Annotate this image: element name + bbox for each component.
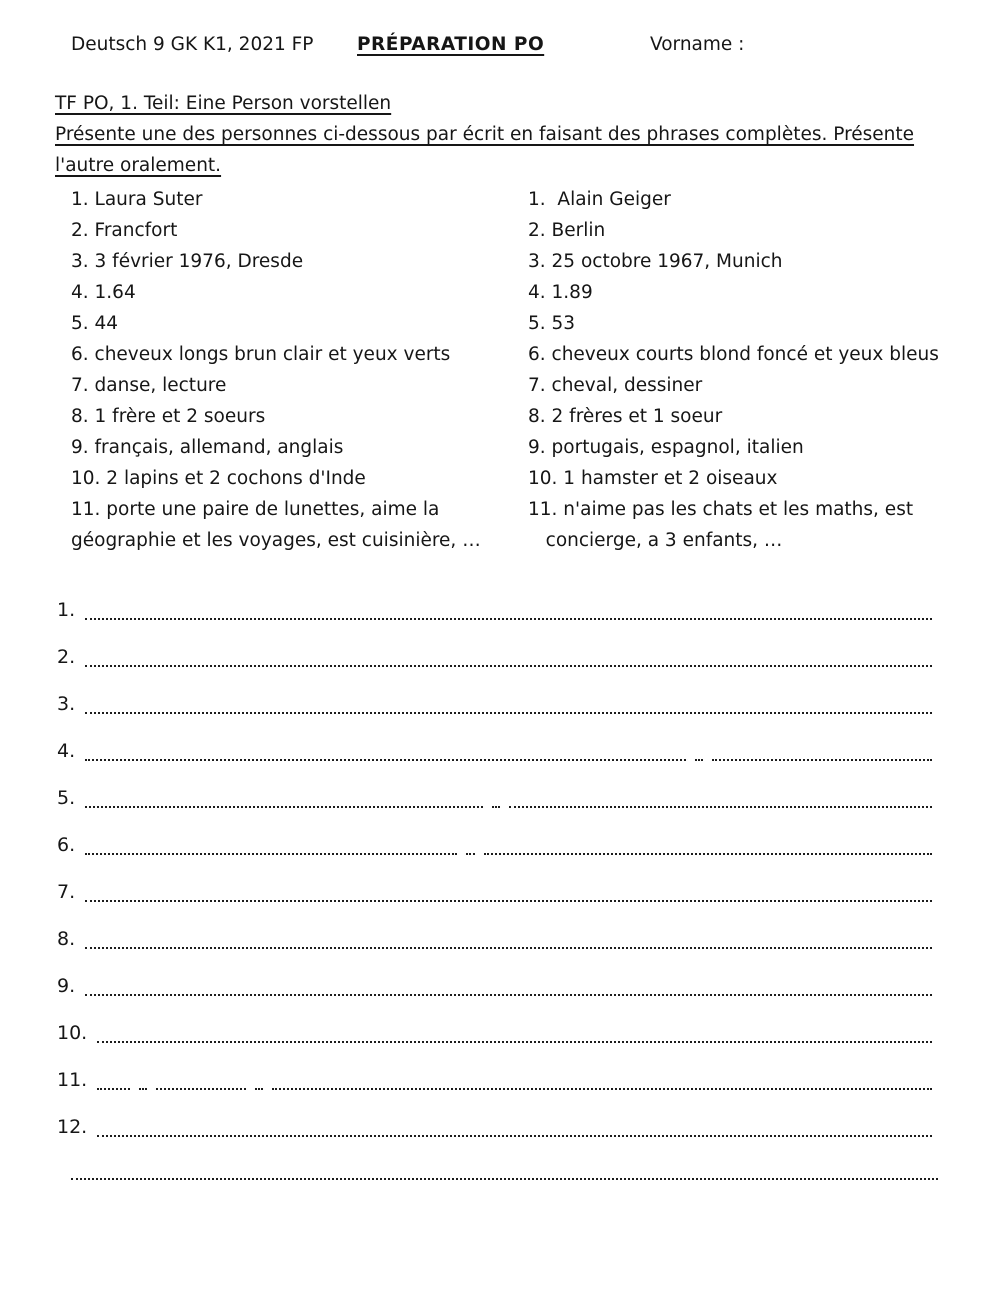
- person-detail-line: 11. porte une paire de lunettes, aime la: [71, 499, 440, 520]
- dotted-segment: [484, 853, 932, 855]
- person-detail-line: 6. cheveux longs brun clair et yeux verts: [71, 344, 451, 365]
- answer-line: [55, 644, 932, 670]
- person-detail-line: 10. 1 hamster et 2 oiseaux: [528, 468, 778, 489]
- dotted-leader: [85, 806, 932, 808]
- person-detail-line: 9. français, allemand, anglais: [71, 437, 344, 458]
- person-detail-line: 2. Francfort: [71, 220, 178, 241]
- dotted-segment: [509, 806, 932, 808]
- person-detail-line: 4. 1.64: [71, 282, 136, 303]
- person-right-list: [528, 184, 948, 556]
- answer-line-number: 7.: [57, 881, 76, 903]
- answer-line: [55, 738, 932, 764]
- person-detail-line: 5. 44: [71, 313, 119, 334]
- dotted-segment: [85, 947, 932, 949]
- dotted-segment: [97, 1041, 932, 1043]
- dotted-leader: [85, 618, 932, 620]
- person-detail-line: 10. 2 lapins et 2 cochons d'Inde: [71, 468, 366, 489]
- answer-lines: [55, 597, 932, 1161]
- answer-line: [55, 691, 932, 717]
- dotted-leader: [85, 665, 932, 667]
- person-left-list: [71, 184, 521, 556]
- answer-line: [55, 1114, 932, 1140]
- person-detail-line: 1. Laura Suter: [71, 189, 203, 210]
- answer-line-number: 10.: [57, 1022, 88, 1044]
- course-label: Deutsch 9 GK K1, 2021 FP: [71, 34, 314, 55]
- person-detail-line: concierge, a 3 enfants, …: [528, 530, 783, 551]
- answer-line: [55, 926, 932, 952]
- dotted-leader: [85, 853, 932, 855]
- dotted-segment: [695, 759, 703, 761]
- dotted-segment: [85, 712, 932, 714]
- dotted-segment: [492, 806, 500, 808]
- person-detail-line: 7. danse, lecture: [71, 375, 227, 396]
- answer-line: [55, 1020, 932, 1046]
- answer-line-number: 2.: [57, 646, 76, 668]
- assignment-instruction-line2: l'autre oralement.: [55, 155, 222, 176]
- assignment-instruction-line1: Présente une des personnes ci-dessous par écrit en faisant des phrases complètes. Présente: [55, 124, 915, 145]
- person-detail-line: 8. 2 frères et 1 soeur: [528, 406, 723, 427]
- document-title: PRÉPARATION PO: [357, 34, 545, 55]
- answer-line-continuation: [71, 1168, 938, 1180]
- person-detail-line: 7. cheval, dessiner: [528, 375, 703, 396]
- person-detail-line: 9. portugais, espagnol, italien: [528, 437, 804, 458]
- answer-line-number: 9.: [57, 975, 76, 997]
- dotted-leader: [97, 1135, 932, 1137]
- answer-line-number: 1.: [57, 599, 76, 621]
- dotted-leader: [97, 1041, 932, 1043]
- person-detail-line: 3. 3 février 1976, Dresde: [71, 251, 304, 272]
- answer-line: [55, 973, 932, 999]
- dotted-leader: [85, 712, 932, 714]
- person-detail-line: 5. 53: [528, 313, 576, 334]
- name-field-label: Vorname :: [650, 34, 745, 55]
- dotted-segment: [272, 1088, 932, 1090]
- person-detail-line: 6. cheveux courts blond foncé et yeux bleus: [528, 344, 939, 365]
- dotted-segment: [466, 853, 474, 855]
- assignment-intro: [55, 88, 935, 181]
- dotted-leader: [85, 994, 932, 996]
- dotted-segment: [85, 618, 932, 620]
- dotted-segment: [85, 994, 932, 996]
- dotted-segment: [85, 853, 457, 855]
- dotted-leader: [85, 947, 932, 949]
- answer-line-number: 11.: [57, 1069, 88, 1091]
- person-detail-line: 1. Alain Geiger: [528, 189, 671, 210]
- answer-line: [55, 832, 932, 858]
- dotted-leader: [85, 900, 932, 902]
- person-detail-line: 4. 1.89: [528, 282, 593, 303]
- dotted-segment: [97, 1088, 130, 1090]
- dotted-leader: [85, 759, 932, 761]
- answer-line-number: 4.: [57, 740, 76, 762]
- person-detail-line: 11. n'aime pas les chats et les maths, est: [528, 499, 914, 520]
- answer-line-number: 8.: [57, 928, 76, 950]
- dotted-segment: [97, 1135, 932, 1137]
- dotted-segment: [85, 665, 932, 667]
- worksheet-header: [0, 34, 1000, 64]
- answer-line-number: 3.: [57, 693, 76, 715]
- dotted-segment: [85, 806, 483, 808]
- person-detail-line: géographie et les voyages, est cuisinière, …: [71, 530, 481, 551]
- person-detail-line: 8. 1 frère et 2 soeurs: [71, 406, 266, 427]
- dotted-segment: [85, 900, 932, 902]
- answer-line-number: 12.: [57, 1116, 88, 1138]
- dotted-segment: [139, 1088, 147, 1090]
- dotted-leader: [97, 1088, 932, 1090]
- answer-line: [55, 785, 932, 811]
- dotted-segment: [255, 1088, 263, 1090]
- person-detail-line: 3. 25 octobre 1967, Munich: [528, 251, 783, 272]
- answer-line: [55, 597, 932, 623]
- dotted-segment: [85, 759, 686, 761]
- dotted-segment: [712, 759, 932, 761]
- answer-line-number: 5.: [57, 787, 76, 809]
- answer-line: [55, 1067, 932, 1093]
- person-detail-line: 2. Berlin: [528, 220, 606, 241]
- dotted-segment: [156, 1088, 246, 1090]
- answer-line-number: 6.: [57, 834, 76, 856]
- assignment-heading: TF PO, 1. Teil: Eine Person vorstellen: [55, 93, 392, 114]
- answer-line: [55, 879, 932, 905]
